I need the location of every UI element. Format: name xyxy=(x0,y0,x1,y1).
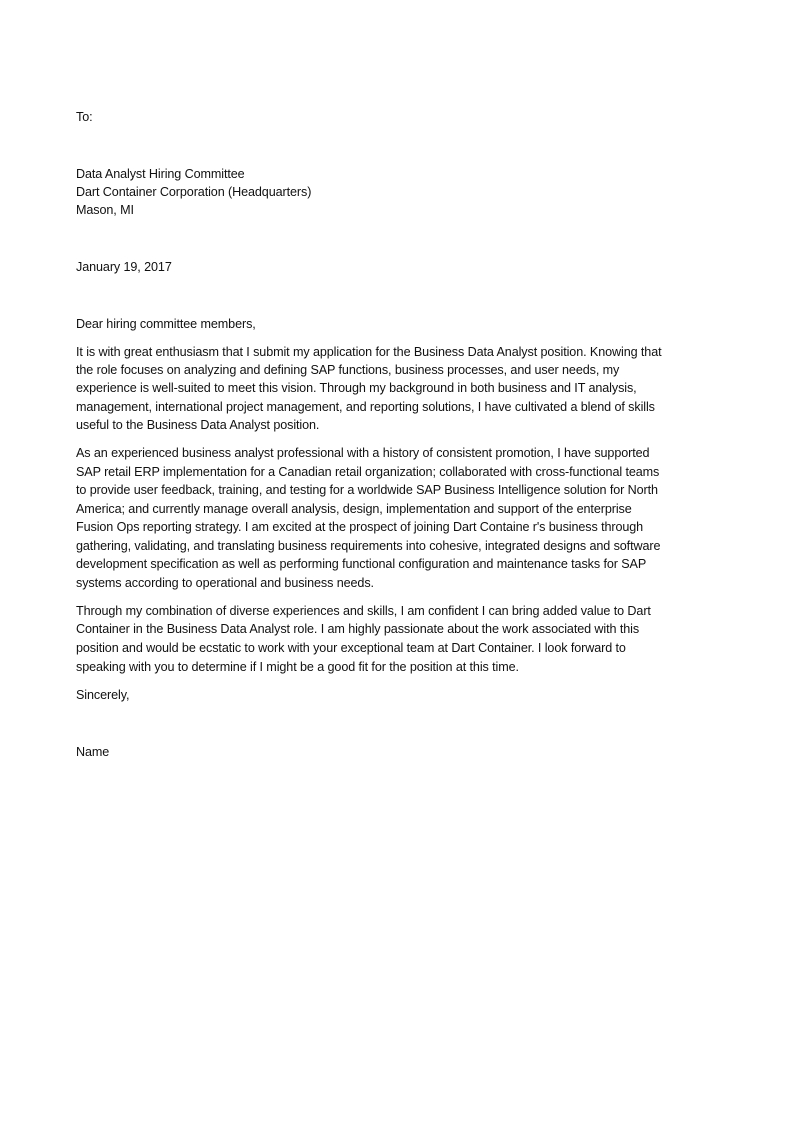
paragraph-line: experience is well-suited to meet this vision. Through my background in both business and IT analysis, xyxy=(76,381,637,395)
paragraph-line: the role focuses on analyzing and defining SAP functions, business processes, and user needs, my xyxy=(76,363,620,377)
paragraph-line: SAP retail ERP implementation for a Canadian retail organization; collaborated with cross-functional teams xyxy=(76,465,660,479)
paragraph-line: gathering, validating, and translating business requirements into cohesive, integrated designs and software xyxy=(76,539,661,553)
paragraph-line: useful to the Business Data Analyst position. xyxy=(76,418,320,432)
paragraph-line: management, international project management, and reporting solutions, I have cultivated a blend of skills xyxy=(76,400,655,414)
salutation: Dear hiring committee members, xyxy=(76,317,256,331)
paragraph-line: speaking with you to determine if I might be a good fit for the position at this time. xyxy=(76,660,519,674)
paragraph-line: Container in the Business Data Analyst role. I am highly passionate about the work associated with this xyxy=(76,622,640,636)
paragraph-line: As an experienced business analyst professional with a history of consistent promotion, I have supported xyxy=(76,446,650,460)
paragraph-line: systems according to operational and business needs. xyxy=(76,576,374,590)
paragraph-line: position and would be ecstatic to work with your exceptional team at Dart Container. I look forward to xyxy=(76,641,626,655)
paragraph-line: development specification as well as performing functional configuration and maintenance tasks for SAP xyxy=(76,557,647,571)
paragraph-line: America; and currently manage overall analysis, design, implementation and support of the enterprise xyxy=(76,502,632,516)
paragraph-line: It is with great enthusiasm that I submit my application for the Business Data Analyst position. Knowing that xyxy=(76,345,662,359)
recipient-line: Mason, MI xyxy=(76,203,134,217)
paragraph-line: Through my combination of diverse experiences and skills, I am confident I can bring added value to Dart xyxy=(76,604,651,618)
recipient-line: Dart Container Corporation (Headquarters) xyxy=(76,185,312,199)
paragraph-line: to provide user feedback, training, and testing for a worldwide SAP Business Intelligence solution for North xyxy=(76,483,658,497)
closing: Sincerely, xyxy=(76,688,130,702)
letter-date: January 19, 2017 xyxy=(76,260,172,274)
to-label: To: xyxy=(76,110,93,124)
signature-name: Name xyxy=(76,745,110,759)
paragraph-line: Fusion Ops reporting strategy. I am excited at the prospect of joining Dart Containe r's business through xyxy=(76,520,644,534)
recipient-line: Data Analyst Hiring Committee xyxy=(76,167,245,181)
